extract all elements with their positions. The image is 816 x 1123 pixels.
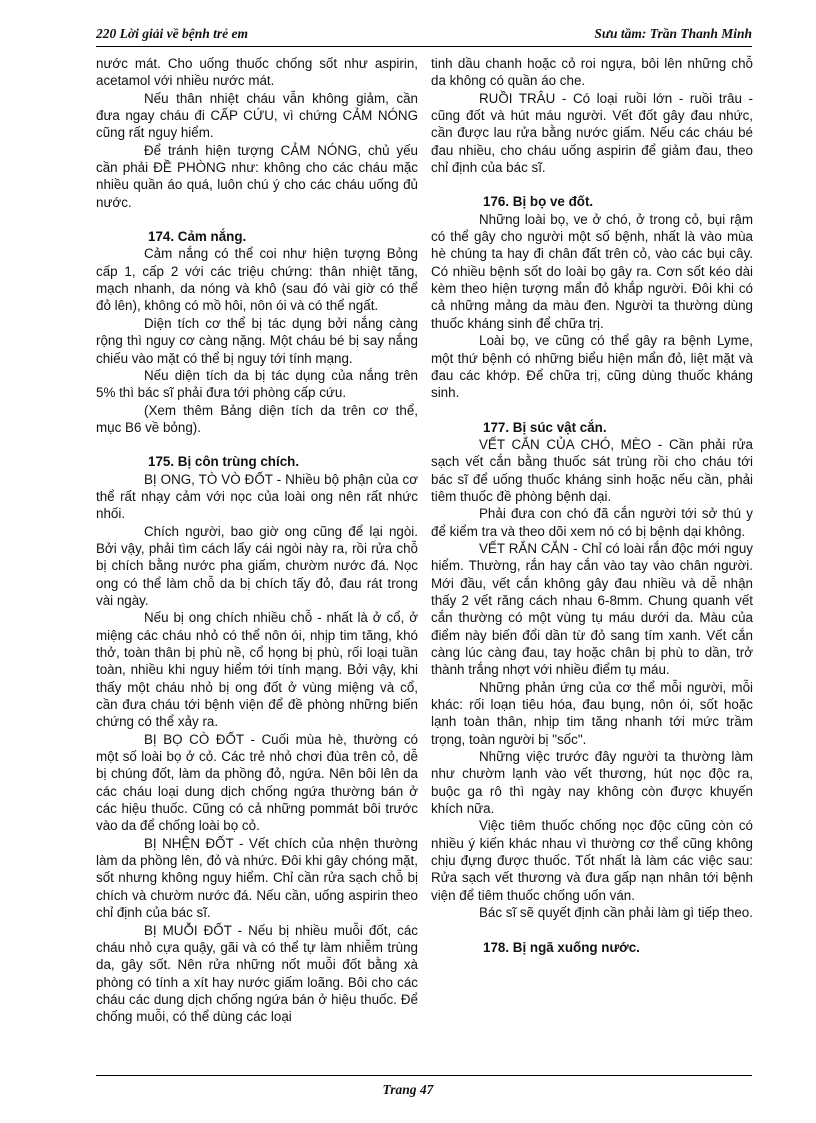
paragraph: Những việc trước đây người ta thường làm như chườm lạnh vào vết thương, hút nọc độc ra, buộc ga rô thì ngày nay không còn được khuyến khích nữa. bbox=[431, 749, 753, 817]
paragraph: VẾT RẮN CẮN - Chỉ có loài rắn độc mới nguy hiểm. Thường, rắn hay cắn vào tay vào chân người. Mới đầu, vết cắn không gây đau nhiều và dễ nhận thấy 2 vết răng cách nhau 6-8mm. Chung quanh vết cắn thường có một vùng tụ máu dưới da. Màu của điểm này biến đổi dần từ đỏ sang tím xanh. Vết cắn càng lúc càng đau, tay hoặc chân bị phù to dần, trở thành trắng nhợt với nhiều điểm tụ máu. bbox=[431, 540, 753, 678]
paragraph: Cảm nắng có thể coi như hiện tượng Bỏng cấp 1, cấp 2 với các triệu chứng: thân nhiệt tăng, mạch nhanh, da nóng và khô (sau đó vài giờ có thể đỏ lên), không có mồ hôi, nôn ói và có thể ngất. bbox=[96, 246, 418, 314]
right-column bbox=[431, 55, 753, 956]
page-number: Trang 47 bbox=[382, 1082, 434, 1097]
section-heading-178: 178. Bị ngã xuống nước. bbox=[483, 939, 640, 955]
section-heading-174: 174. Cảm nắng. bbox=[148, 229, 247, 245]
paragraph: VẾT CẮN CỦA CHÓ, MÈO - Cần phải rửa sạch vết cắn bằng thuốc sát trùng rồi cho cháu tới bác sĩ để uống thuốc kháng sinh hoặc nếu cần, phải tiêm thuốc đề phòng bệnh dại. bbox=[431, 436, 753, 504]
paragraph: BỊ ONG, TÒ VÒ ĐỐT - Nhiều bộ phận của cơ thể rất nhạy cảm với nọc của loài ong nên rất nhức nhối. bbox=[96, 471, 418, 522]
paragraph: Những phản ứng của cơ thể mỗi người, mỗi khác: rối loạn tiêu hóa, đau bụng, nôn ói, sốt hoặc lạnh toàn thân, nhịp tim tăng nhanh tới mức trầm trọng, toàn người bị "sốc". bbox=[431, 679, 753, 747]
paragraph: Diện tích cơ thể bị tác dụng bởi nắng càng rộng thì nguy cơ càng nặng. Một cháu bé bị say nắng chiếu vào mặt có thể bị nguy tới tính mạng. bbox=[96, 315, 418, 366]
paragraph: Chích người, bao giờ ong cũng để lại ngòi. Bởi vậy, phải tìm cách lấy cái ngòi này ra, rồi rửa chỗ bị chích bằng nước pha giấm, chườm nước đá. Nọc ong có thể làm chỗ da bị chích tấy đỏ, đau rát trong vài ngày. bbox=[96, 523, 418, 608]
paragraph: Để tránh hiện tượng CẢM NÓNG, chủ yếu cần phải ĐỀ PHÒNG như: không cho các cháu mặc nhiều quần áo quá, luôn chú ý cho các cháu uống đủ nước. bbox=[96, 142, 418, 210]
section-heading-177: 177. Bị súc vật cắn. bbox=[483, 419, 607, 435]
section-heading-176: 176. Bị bọ ve đốt. bbox=[483, 194, 594, 210]
author-credit: Sưu tầm: Trần Thanh Minh bbox=[594, 26, 752, 41]
section-heading-175: 175. Bị côn trùng chích. bbox=[148, 454, 300, 470]
left-column bbox=[96, 55, 418, 1026]
paragraph: tinh dầu chanh hoặc cỏ roi ngựa, bôi lên những chỗ da không có quần áo che. bbox=[431, 56, 753, 89]
paragraph: Nếu diện tích da bị tác dụng của nắng trên 5% thì bác sĩ phải đưa tới phòng cấp cứu. bbox=[96, 367, 418, 401]
paragraph: BỊ MUỖI ĐỐT - Nếu bị nhiều muỗi đốt, các cháu nhỏ cựa quậy, gãi và có thể tự làm nhiễm trùng da, gây sốt. Nên rửa những nốt muỗi đốt bằng xà phòng có tính a xít hay nước giấm loãng. Bôi cho các cháu các dung dịch chống ngứa bán ở hiệu thuốc. Để chống muỗi, có thể dùng các loại bbox=[96, 922, 418, 1025]
paragraph: Việc tiêm thuốc chống nọc độc cũng còn có nhiều ý kiến khác nhau vì thường cơ thể cũng không chịu đựng được thuốc. Tốt nhất là làm các việc sau: Rửa sạch vết thương và đưa gấp nạn nhân tới bệnh viện để tiêm thuốc chống uốn ván. bbox=[431, 818, 753, 903]
paragraph: (Xem thêm Bảng diện tích da trên cơ thể, mục B6 về bỏng). bbox=[96, 402, 418, 435]
paragraph: Phải đưa con chó đã cắn người tới sở thú y để kiểm tra và theo dõi xem nó có bị bệnh dại không. bbox=[431, 506, 753, 539]
paragraph: nước mát. Cho uống thuốc chống sốt như aspirin, acetamol với nhiều nước mát. bbox=[96, 56, 418, 89]
book-title: 220 Lời giải về bệnh trẻ em bbox=[96, 26, 248, 41]
paragraph: Loài bọ, ve cũng có thể gây ra bệnh Lyme, một thứ bệnh có những biểu hiện mẩn đỏ, liệt mặt và đau các khớp. Để chữa trị, cũng dùng thuốc kháng sinh. bbox=[431, 333, 753, 401]
page-header bbox=[96, 26, 752, 42]
header-divider bbox=[96, 46, 752, 47]
paragraph: RUỒI TRÂU - Có loại ruồi lớn - ruồi trâu - cũng đốt và hút máu người. Vết đốt gây đau nhức, cần được lau rửa bằng nước giấm. Nếu các cháu bé đau nhiều, cho cháu uống aspirin để giảm đau, theo chỉ định của bác sĩ. bbox=[431, 90, 753, 176]
footer-divider bbox=[96, 1075, 752, 1076]
paragraph: Nếu thân nhiệt cháu vẫn không giảm, cần đưa ngay cháu đi CẤP CỨU, vì chứng CẢM NÓNG cũng rất nguy hiểm. bbox=[96, 90, 418, 141]
paragraph: Bác sĩ sẽ quyết định cần phải làm gì tiếp theo. bbox=[479, 905, 753, 921]
paragraph: BỊ BỌ CÒ ĐỐT - Cuối mùa hè, thường có một số loài bọ ở cỏ. Các trẻ nhỏ chơi đùa trên cỏ, dễ bị chúng đốt, làm da phồng đỏ, ngứa. Nên bôi lên da các cháu loại dung dịch chống ngứa thường bán ở các hiệu thuốc. Cũng có cả những pommát bôi trước vào da để chống loài bọ cỏ. bbox=[96, 731, 418, 834]
paragraph: Nếu bị ong chích nhiều chỗ - nhất là ở cổ, ở miệng các cháu nhỏ có thể nôn ói, nhịp tim tăng, khó thở, toàn thân bị phù nề, cổ họng bị phù, rối loại tuần toàn, nhiều khi nguy hiểm tới tính mạng. Bởi vậy, khi thấy một cháu nhỏ bị ong đốt ở vùng miệng và cổ, cần đưa cháu tới bệnh viện để đề phòng những biến chứng có thể xảy ra. bbox=[96, 610, 418, 730]
paragraph: BỊ NHỆN ĐỐT - Vết chích của nhện thường làm da phồng lên, đỏ và nhức. Đôi khi gây chóng mặt, sốt nhưng không nguy hiểm. Chỉ cần rửa sạch chỗ bị chích và chườm nước đá. Nếu cần, uống aspirin theo chỉ định của bác sĩ. bbox=[96, 835, 418, 921]
paragraph: Những loài bọ, ve ở chó, ở trong cỏ, bụi rậm có thể gây cho người một số bệnh, nhất là vào mùa hè chúng ta hay đi chân đất trên cỏ, vào các bụi cây. Có nhiều bệnh sốt do loài bọ gây ra. Cơn sốt kéo dài kèm theo hiện tượng mẩn đỏ khắp người. Đôi khi có cả những mảng da màu đen. Người ta thường dùng thuốc kháng sinh để chữa trị. bbox=[431, 211, 753, 331]
